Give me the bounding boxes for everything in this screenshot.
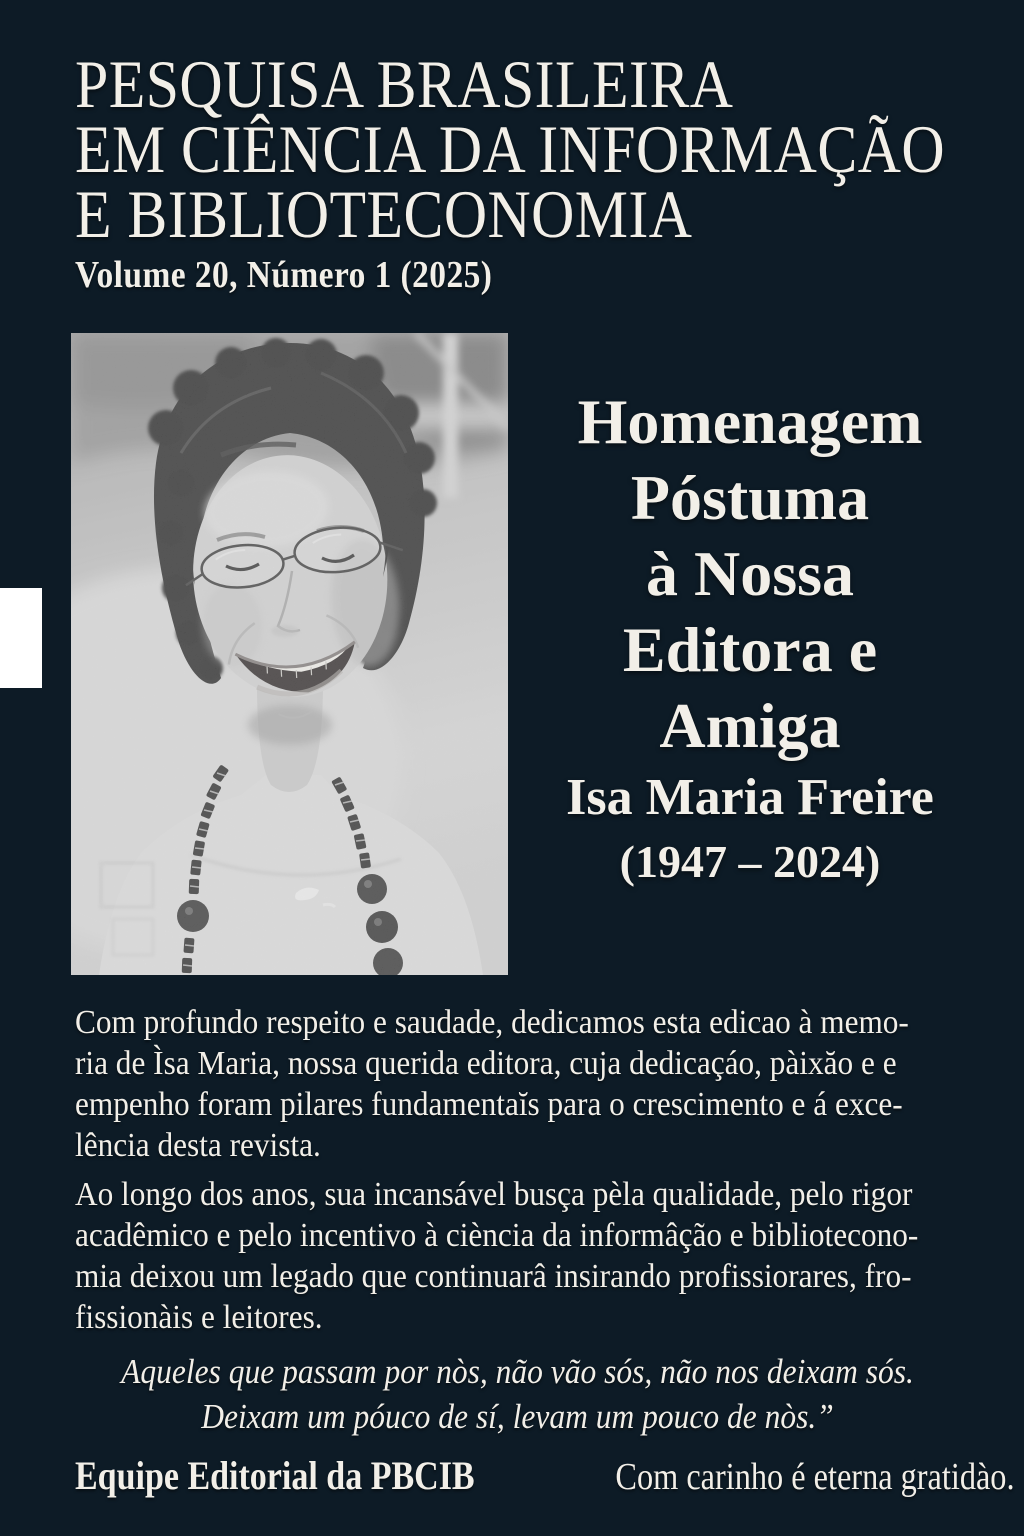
life-years: (1947 – 2024) <box>619 836 881 887</box>
dedication-paragraph-2 <box>75 1174 919 1338</box>
tribute-line-5: Amiga <box>659 690 841 761</box>
body-line: Ao longo dos anos, sua incansável busça pèla qualidade, pelo rigor <box>75 1176 913 1213</box>
body-line: mia deixou um legado que continuarâ insirando profissiorares, fro- <box>75 1258 912 1295</box>
tribute-line-1: Homenagem <box>577 386 923 457</box>
editorial-team-signature: Equipe Editorial da PBCIB <box>75 1453 475 1498</box>
memorial-quote <box>119 1349 916 1439</box>
journal-title-line-1: PESQUISA BRASILEIRA <box>75 46 734 122</box>
honoree-name: Isa Maria Freire <box>566 769 934 826</box>
portrait-photo <box>71 333 508 975</box>
body-line: fissionàis e leitores. <box>75 1299 323 1336</box>
portrait-photo-image <box>71 333 508 975</box>
photo-grain <box>71 333 508 975</box>
journal-title-line-2: EM CIÊNCIA DA INFORMAÇÃO <box>75 111 946 187</box>
footer-row <box>75 1452 1015 1501</box>
dedication-text <box>75 1002 919 1338</box>
issue-line: Volume 20, Número 1 (2025) <box>75 254 493 296</box>
body-line: ria de Ìsa Maria, nossa querida editora, cuja dedicaçáo, pàixăo e e <box>75 1045 897 1082</box>
journal-title-line-3: E BIBLIOTECONOMIA <box>75 176 693 252</box>
body-line: lência desta revista. <box>75 1127 321 1164</box>
tribute-line-3: à Nossa <box>645 538 855 609</box>
quote-line-2: Deixam um póuco de sí, levam um pouco de nòs.” <box>201 1397 834 1436</box>
tribute-line-2: Póstuma <box>630 462 870 533</box>
spine-tab <box>0 588 42 688</box>
body-line: Com profundo respeito e saudade, dedicamos esta edicao à memo- <box>75 1004 909 1041</box>
body-line: acadêmico e pelo incentivo à ciència da informâção e bibliotecono- <box>75 1217 919 1254</box>
body-line: empenho foram pilares fundamentaĭs para o crescimento e á exce- <box>75 1086 903 1123</box>
dedication-paragraph-1 <box>75 1002 909 1166</box>
closing-note: Com carinho é eterna gratidào. <box>615 1456 1015 1498</box>
tribute-line-4: Editora e <box>622 614 878 685</box>
quote-line-1: Aqueles que passam por nòs, não vão sós, não nos deixam sós. <box>121 1352 914 1391</box>
masthead <box>75 46 946 298</box>
tribute-heading <box>505 384 995 890</box>
